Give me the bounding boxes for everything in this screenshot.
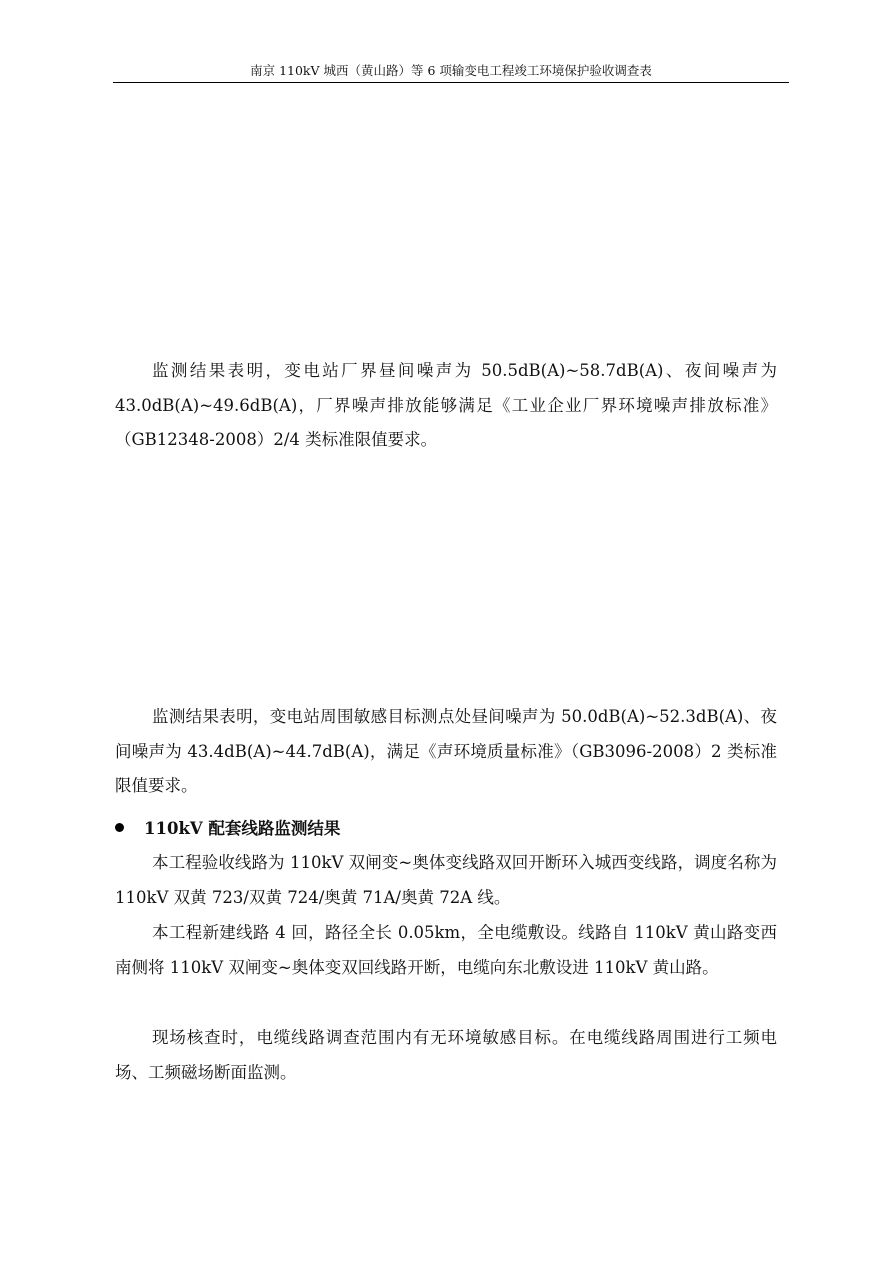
header-divider bbox=[113, 82, 789, 83]
paragraph-line-acceptance: 本工程验收线路为 110kV 双闸变~奥体变线路双回开断环入城西变线路，调度名称为 110kV 双黄 723/双黄 724/奥黄 71A/奥黄 72A 线。 bbox=[115, 853, 777, 907]
section-heading-text: 110kV 配套线路监测结果 bbox=[144, 819, 341, 838]
paragraph-sensitive-target-noise: 监测结果表明，变电站周围敏感目标测点处昼间噪声为 50.0dB(A)~52.3dB(A)、夜间噪声为 43.4dB(A)~44.7dB(A)，满足《声环境质量标准》（GB3096-2008）2 类标准限值要求。 bbox=[115, 707, 777, 795]
page-header: 南京 110kV 城西（黄山路）等 6 项输变电工程竣工环境保护验收调查表 bbox=[250, 63, 652, 78]
section-heading bbox=[115, 812, 777, 846]
paragraph-new-line-construction: 本工程新建线路 4 回，路径全长 0.05km，全电缆敷设。线路自 110kV 黄山路变西南侧将 110kV 双闸变~奥体变双回线路开断，电缆向东北敷设进 110kV 黄山路。 bbox=[115, 923, 777, 977]
paragraph-site-check: 现场核查时，电缆线路调查范围内有无环境敏感目标。在电缆线路周围进行工频电场、工频磁场断面监测。 bbox=[115, 1028, 777, 1082]
bullet-icon bbox=[115, 823, 124, 832]
paragraph-station-boundary-noise: 监测结果表明，变电站厂界昼间噪声为 50.5dB(A)~58.7dB(A)、夜间噪声为 43.0dB(A)~49.6dB(A)，厂界噪声排放能够满足《工业企业厂界环境噪声排放标准》（GB12348-2008）2/4 类标准限值要求。 bbox=[115, 361, 777, 449]
